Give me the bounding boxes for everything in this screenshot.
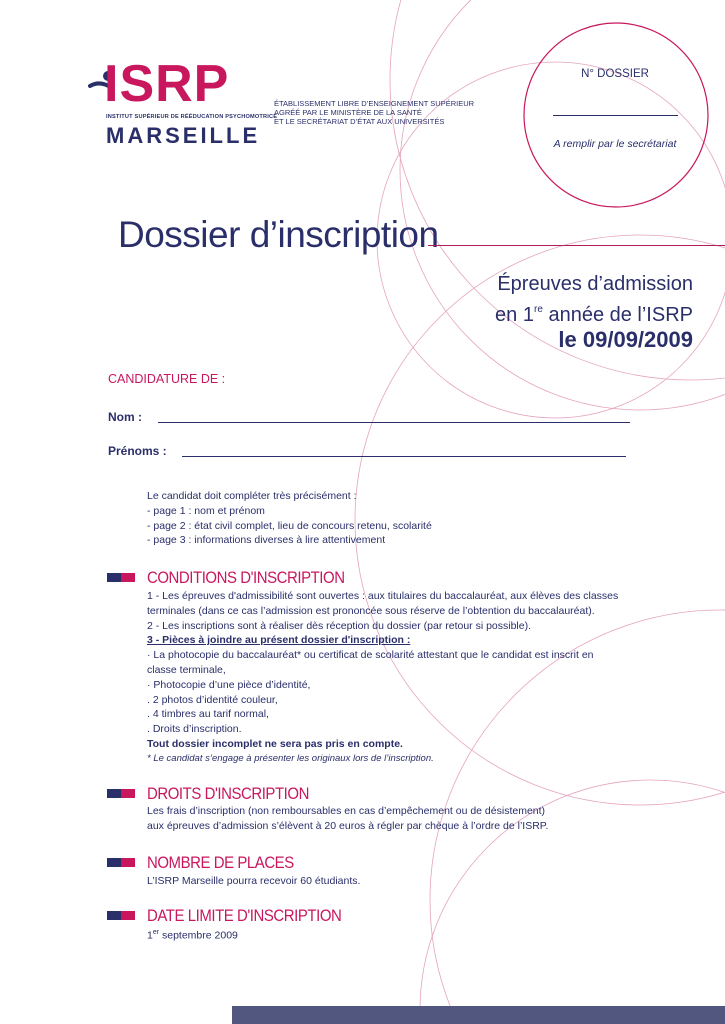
droits-title: DROITS D'INSCRIPTION: [147, 784, 309, 803]
date-limite-line: [147, 926, 657, 943]
date-limite-title: DATE LIMITE D'INSCRIPTION: [147, 906, 342, 925]
conditions-title: CONDITIONS D'INSCRIPTION: [147, 568, 345, 587]
places-title: NOMBRE DE PLACES: [147, 853, 294, 872]
logo-subtitle: INSTITUT SUPÉRIEUR DE RÉÉDUCATION PSYCHOMOTRICE: [106, 114, 278, 120]
nom-field[interactable]: [158, 422, 630, 423]
pieces-line: · Photocopie d’une pièce d’identité,: [147, 678, 311, 691]
conditions-line: 1 - Les épreuves d'admissibilité sont ouvertes : aux titulaires du baccalauréat, aux élèves des classes: [147, 590, 619, 602]
instruction-line: - page 3 : informations diverses à lire attentivement: [147, 534, 386, 547]
droits-body: [147, 804, 657, 834]
dossier-note: A remplir par le secrétariat: [553, 138, 677, 150]
logo-city: MARSEILLE: [106, 123, 261, 148]
establishment-line: ÉTABLISSEMENT LIBRE D’ENSEIGNEMENT SUPÉRIEUR: [274, 99, 475, 108]
droits-line: Les frais d’inscription (non remboursables en cas d’empêchement ou de désistement): [147, 805, 546, 817]
date-limite-sup: er: [152, 929, 160, 936]
date-limite-day: 1: [147, 929, 153, 942]
section-bullet-icon: [107, 789, 135, 798]
establishment-line: AGRÉÉ PAR LE MINISTÈRE DE LA SANTÉ: [274, 108, 422, 117]
isrp-logo: [88, 55, 278, 150]
dossier-number-label: N° DOSSIER: [581, 68, 649, 80]
pieces-line: classe terminale,: [147, 663, 226, 676]
instruction-line: - page 1 : nom et prénom: [147, 504, 265, 517]
pieces-line: . 2 photos d’identité couleur,: [147, 693, 278, 706]
prenoms-label: Prénoms :: [108, 444, 167, 458]
establishment-line: ET LE SECRÉTARIAT D’ÉTAT AUX UNIVERSITÉS: [274, 117, 445, 126]
pieces-line: . 4 timbres au tarif normal,: [147, 708, 269, 721]
section-bullet-icon: [107, 911, 135, 920]
exam-line-2-post: année de l’ISRP: [542, 304, 693, 326]
instruction-line: Le candidat doit compléter très précisément :: [147, 490, 357, 502]
footer-bar: [232, 1006, 725, 1024]
conditions-body: [147, 589, 657, 767]
pieces-line: . Droits d’inscription.: [147, 723, 242, 736]
conditions-line: 2 - Les inscriptions sont à réaliser dès réception du dossier (par retour si possible).: [147, 619, 532, 632]
pieces-line: · La photocopie du baccalauréat* ou certificat de scolarité attestant que le candidat est inscrit en: [147, 649, 594, 662]
date-limite-rest: septembre 2009: [159, 929, 238, 942]
title-rule: [428, 245, 725, 246]
section-bullet-icon: [107, 573, 135, 582]
candidature-heading: CANDIDATURE DE :: [108, 372, 226, 386]
instruction-line: - page 2 : état civil complet, lieu de concours retenu, scolarité: [147, 519, 432, 532]
exam-line-1: Épreuves d’admission: [497, 273, 693, 295]
places-line: L’ISRP Marseille pourra recevoir 60 étudiants.: [147, 875, 361, 887]
establishment-info: [274, 99, 494, 126]
exam-line-2-sup: re: [533, 304, 543, 315]
logo-brand: ISRP: [104, 55, 230, 113]
conditions-warning: Tout dossier incomplet ne sera pas pris en compte.: [147, 737, 403, 750]
dossier-number-field[interactable]: [553, 115, 678, 116]
pieces-heading: 3 - Pièces à joindre au présent dossier d'inscription :: [147, 634, 411, 647]
nom-label: Nom :: [108, 410, 142, 424]
places-body: [147, 874, 657, 889]
page-title: Dossier d’inscription: [118, 214, 439, 255]
droits-line: aux épreuves d’admission s’élèvent à 20 euros à régler par chèque à l’ordre de l’ISRP.: [147, 819, 549, 832]
exam-info: [495, 272, 693, 328]
exam-date: le 09/09/2009: [558, 327, 693, 352]
exam-line-2-pre: en 1: [495, 304, 534, 326]
exam-line-2: [495, 297, 693, 328]
conditions-footnote: * Le candidat s’engage à présenter les originaux lors de l’inscription.: [147, 752, 434, 764]
conditions-line: terminales (dans ce cas l’admission est prononcée sous réserve de l’obtention du baccalauréat).: [147, 604, 595, 617]
section-bullet-icon: [107, 858, 135, 867]
instructions: [147, 489, 647, 548]
prenoms-field[interactable]: [182, 456, 626, 457]
date-limite-body: [147, 926, 657, 943]
